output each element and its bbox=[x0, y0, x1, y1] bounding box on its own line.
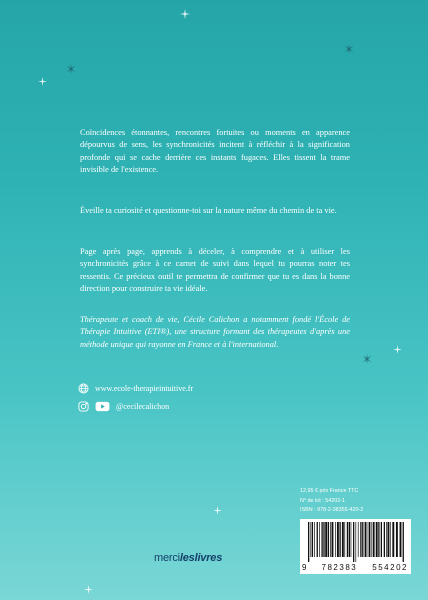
publisher-name-suffix: leslivres bbox=[179, 552, 223, 564]
sparkle-star-icon bbox=[393, 345, 402, 354]
barcode-bar bbox=[358, 522, 359, 557]
barcode-bar bbox=[349, 522, 350, 557]
barcode-bar bbox=[381, 522, 382, 557]
sparkle-star-icon bbox=[180, 9, 190, 19]
publisher-name-prefix: merci bbox=[154, 552, 180, 564]
barcode-bar bbox=[403, 522, 404, 562]
barcode-bar bbox=[310, 522, 311, 557]
barcode-bar bbox=[314, 522, 315, 557]
barcode-bar bbox=[321, 522, 322, 557]
social-handle[interactable]: @cecilecalichon bbox=[116, 402, 170, 411]
barcode-bar bbox=[365, 522, 367, 557]
sparkle-star-icon bbox=[84, 585, 93, 594]
barcode-bar bbox=[339, 522, 340, 557]
barcode-bars bbox=[306, 522, 406, 562]
barcode-digit-group: 782383 bbox=[321, 563, 358, 572]
barcode-bar bbox=[369, 522, 370, 557]
instagram-icon[interactable] bbox=[78, 401, 89, 412]
website-link[interactable]: www.ecole-therapieintuitive.fr bbox=[95, 384, 194, 393]
youtube-icon[interactable] bbox=[95, 401, 110, 412]
intro-paragraph: Coïncidences étonnantes, rencontres fortuites ou moments en apparence dépourvus de sens, les synchronicités incitent à réfléchir à la signification profonde qui se cache derrière ces instants fugaces. Elles tissent la trame invisible de l'existence. bbox=[80, 128, 350, 175]
author-bio: Thérapeute et coach de vie, Cécile Calichon a notamment fondé l'École de Thérapie Intuitive (ETI®), une structure formant des thérapeutes d'après une méthode unique qui rayonne en France et à l'international. bbox=[80, 315, 350, 349]
globe-icon bbox=[78, 383, 89, 394]
barcode-bar bbox=[317, 522, 318, 557]
lot-number: N° de lot : 54202-1 bbox=[300, 497, 346, 504]
barcode-bar bbox=[347, 522, 348, 557]
barcode-digits bbox=[300, 563, 411, 572]
barcode-digit-group: 554202 bbox=[372, 563, 408, 572]
barcode-bar bbox=[323, 522, 324, 557]
barcode-bar bbox=[353, 522, 354, 562]
barcode-bar bbox=[387, 522, 389, 557]
website-row bbox=[78, 383, 193, 394]
barcode-bar bbox=[362, 522, 363, 557]
barcode-digit-prefix: 9 bbox=[302, 563, 307, 572]
barcode-bar bbox=[378, 522, 379, 557]
price-info bbox=[300, 487, 410, 516]
barcode-bar bbox=[390, 522, 391, 557]
barcode-bar bbox=[337, 522, 339, 557]
barcode-bar bbox=[312, 522, 313, 557]
barcode-bar bbox=[376, 522, 378, 557]
isbn-line: ISBN : 978-2-38355-420-2 bbox=[300, 507, 364, 513]
barcode-bar bbox=[400, 522, 402, 557]
social-row bbox=[78, 401, 169, 412]
barcode-bar bbox=[328, 522, 329, 557]
curiosity-paragraph: Éveille ta curiosité et questionne-toi sur la nature même du chemin de ta vie. bbox=[80, 206, 337, 215]
barcode-bar bbox=[351, 522, 352, 557]
barcode-bar bbox=[368, 522, 369, 557]
barcode-bar bbox=[371, 522, 372, 557]
barcode-bar bbox=[319, 522, 320, 557]
sparkle-star-icon bbox=[38, 77, 47, 86]
barcode-bar bbox=[342, 522, 344, 557]
barcode-bar bbox=[330, 522, 331, 557]
barcode bbox=[300, 519, 411, 574]
barcode-bar bbox=[396, 522, 398, 557]
barcode-bar bbox=[355, 522, 356, 562]
barcode-bar bbox=[335, 522, 336, 557]
barcode-bar bbox=[308, 522, 309, 562]
sparkle-star-icon bbox=[213, 506, 222, 515]
sparkle-star-icon bbox=[344, 44, 354, 54]
publisher-logo bbox=[154, 552, 222, 564]
barcode-bar bbox=[386, 522, 387, 557]
barcode-bar bbox=[384, 522, 385, 557]
barcode-bar bbox=[344, 522, 345, 557]
usage-paragraph: Page après page, apprends à déceler, à comprendre et à utiliser les synchronicités grâce à ce carnet de suivi dans lequel tu pourras noter tes ressentis. Ce précieux outil te permettra de confirmer que tu es dans la bonne direction pour construire ta vie idéale. bbox=[80, 247, 350, 294]
barcode-bar bbox=[392, 522, 394, 557]
barcode-bar bbox=[325, 522, 327, 557]
barcode-bar bbox=[360, 522, 361, 557]
price-line: 12,95 € prix France TTC bbox=[300, 488, 359, 494]
barcode-bar bbox=[373, 522, 375, 557]
sparkle-star-icon bbox=[362, 354, 372, 364]
barcode-bar bbox=[332, 522, 334, 557]
sparkle-star-icon bbox=[66, 64, 76, 74]
